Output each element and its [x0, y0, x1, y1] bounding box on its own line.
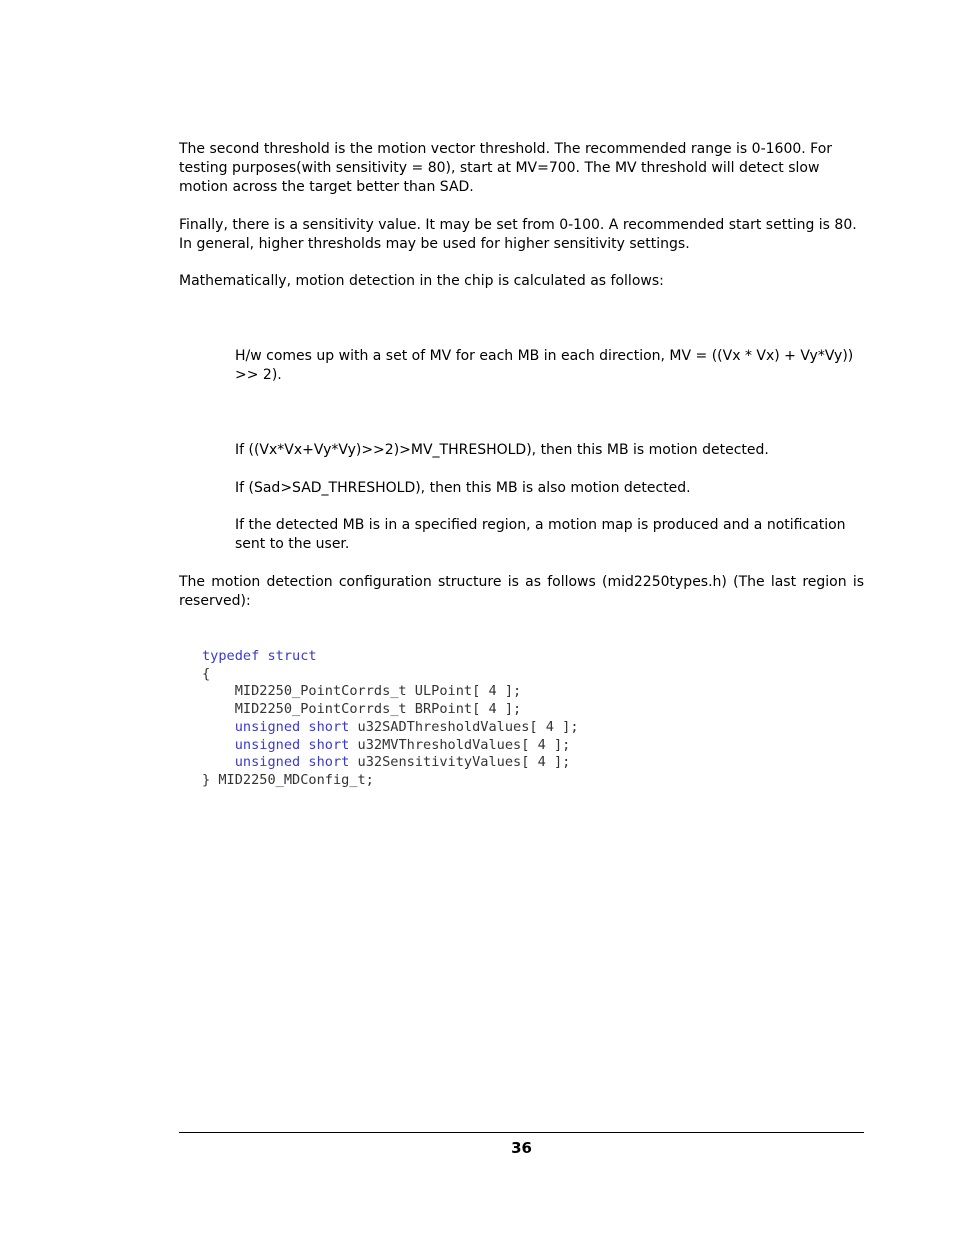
code-block	[202, 648, 579, 790]
step-sad-threshold-check: If (Sad>SAD_THRESHOLD), then this MB is also motion detected.	[235, 480, 691, 496]
paragraph-math-intro: Mathematically, motion detection in the chip is calculated as follows:	[179, 273, 664, 289]
step-mv-formula-line-2: >> 2).	[235, 367, 282, 383]
footer-divider	[179, 1132, 864, 1133]
code-open-brace: {	[202, 665, 211, 682]
paragraph-config-structure: The motion detection configuration structure is as follows (mid2250types.h) (The last region is reserved):	[179, 574, 864, 609]
paragraph-mv-threshold-line-3: motion across the target better than SAD.	[179, 179, 474, 195]
code-keyword-short: short	[308, 754, 350, 771]
step-motion-map-line-1: If the detected MB is in a specified region, a motion map is produced and a notification	[235, 517, 846, 533]
code-keyword-short: short	[308, 736, 350, 753]
code-line-ulpoint: MID2250_PointCorrds_t ULPoint[ 4 ];	[234, 683, 522, 700]
step-mv-threshold-check: If ((Vx*Vx+Vy*Vy)>>2)>MV_THRESHOLD), then this MB is motion detected.	[235, 442, 769, 458]
paragraph-mv-threshold-line-1: The second threshold is the motion vector threshold. The recommended range is 0-1600. For	[179, 141, 833, 157]
code-keyword-unsigned: unsigned	[234, 718, 301, 735]
code-keyword-unsigned: unsigned	[234, 754, 301, 771]
code-close-line: } MID2250_MDConfig_t;	[202, 771, 374, 788]
code-keyword-unsigned: unsigned	[234, 736, 301, 753]
code-field-sad: u32SADThresholdValues[ 4 ];	[357, 718, 579, 735]
step-motion-map-line-2: sent to the user.	[235, 536, 350, 552]
code-keyword-short: short	[308, 718, 350, 735]
page-number: 36	[511, 1139, 532, 1157]
paragraph-sensitivity-line-2: In general, higher thresholds may be used for higher sensitivity settings.	[179, 236, 690, 252]
code-line-brpoint: MID2250_PointCorrds_t BRPoint[ 4 ];	[234, 701, 522, 718]
step-mv-formula-line-1: H/w comes up with a set of MV for each MB in each direction, MV = ((Vx * Vx) + Vy*Vy))	[235, 348, 854, 364]
paragraph-mv-threshold-line-2: testing purposes(with sensitivity = 80), start at MV=700. The MV threshold will detect slow	[179, 160, 820, 176]
code-keyword-typedef: typedef	[202, 648, 260, 664]
code-field-sensitivity: u32SensitivityValues[ 4 ];	[357, 754, 571, 771]
paragraph-sensitivity-line-1: Finally, there is a sensitivity value. It may be set from 0-100. A recommended start setting is 80.	[179, 217, 857, 233]
code-field-mv: u32MVThresholdValues[ 4 ];	[357, 736, 571, 753]
code-keyword-struct: struct	[267, 648, 317, 664]
